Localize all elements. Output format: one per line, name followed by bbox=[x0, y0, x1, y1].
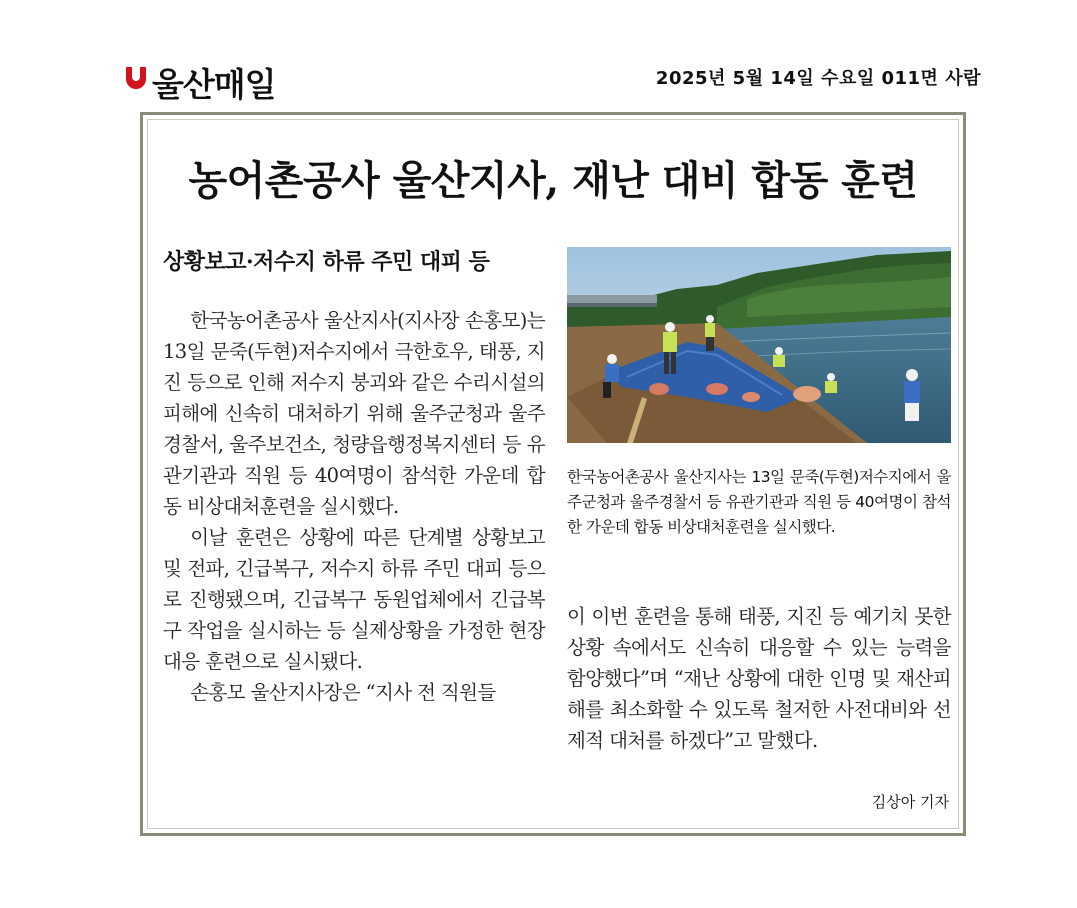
article-frame bbox=[140, 112, 966, 836]
body-paragraph: 이날 훈련은 상황에 따른 단계별 상황보고 및 전파, 긴급복구, 저수지 하류 주민 대피 등으로 진행됐으며, 긴급복구 동원업체에서 긴급복구 작업을 실시하는 등 실제상황을 가정한 현장 대응 훈련으로 실시됐다. bbox=[163, 526, 545, 673]
newspaper-logo bbox=[126, 60, 276, 104]
photo-caption: 한국농어촌공사 울산지사는 13일 문죽(두현)저수지에서 울주군청과 울주경찰서 등 유관기관과 직원 등 40여명이 참석한 가운데 합동 비상대처훈련을 실시했다. bbox=[567, 468, 951, 536]
article-body-left bbox=[163, 305, 545, 708]
body-paragraph: 이 이번 훈련을 통해 태풍, 지진 등 예기치 못한 상황 속에서도 신속히 대응할 수 있는 능력을 함양했다”며 “재난 상황에 대한 인명 및 재산피해를 최소화할 수 있도록 철저한 사전대비와 선제적 대처를 하겠다”고 말했다. bbox=[567, 605, 951, 752]
article-body-right bbox=[567, 601, 951, 756]
logo-mark-icon bbox=[126, 67, 150, 97]
byline: 김상아 기자 bbox=[871, 793, 949, 811]
reservoir-photo-illustration bbox=[567, 247, 951, 443]
worker-figure bbox=[904, 369, 920, 421]
body-paragraph: 손홍모 울산지사장은 “지사 전 직원들 bbox=[190, 681, 496, 704]
dateline: 2025년 5월 14일 수요일 011면 사람 bbox=[655, 68, 981, 89]
article-photo bbox=[567, 247, 951, 443]
logo-text: 울산매일 bbox=[152, 64, 276, 104]
worker-figure bbox=[705, 315, 715, 351]
body-paragraph: 한국농어촌공사 울산지사(지사장 손홍모)는 13일 문죽(두현)저수지에서 극한호우, 태풍, 지진 등으로 인해 저수지 붕괴와 같은 수리시설의 피해에 신속히 대처하기 위해 울주군청과 울주경찰서, 울주보건소, 청량읍행정복지센터 등 유관기관과 직원 등 40여명이 참석한 가운데 합동 비상대처훈련을 실시했다. bbox=[163, 309, 545, 518]
article-subhead: 상황보고·저수지 하류 주민 대피 등 bbox=[163, 249, 490, 275]
article-headline: 농어촌공사 울산지사, 재난 대비 합동 훈련 bbox=[188, 157, 918, 204]
